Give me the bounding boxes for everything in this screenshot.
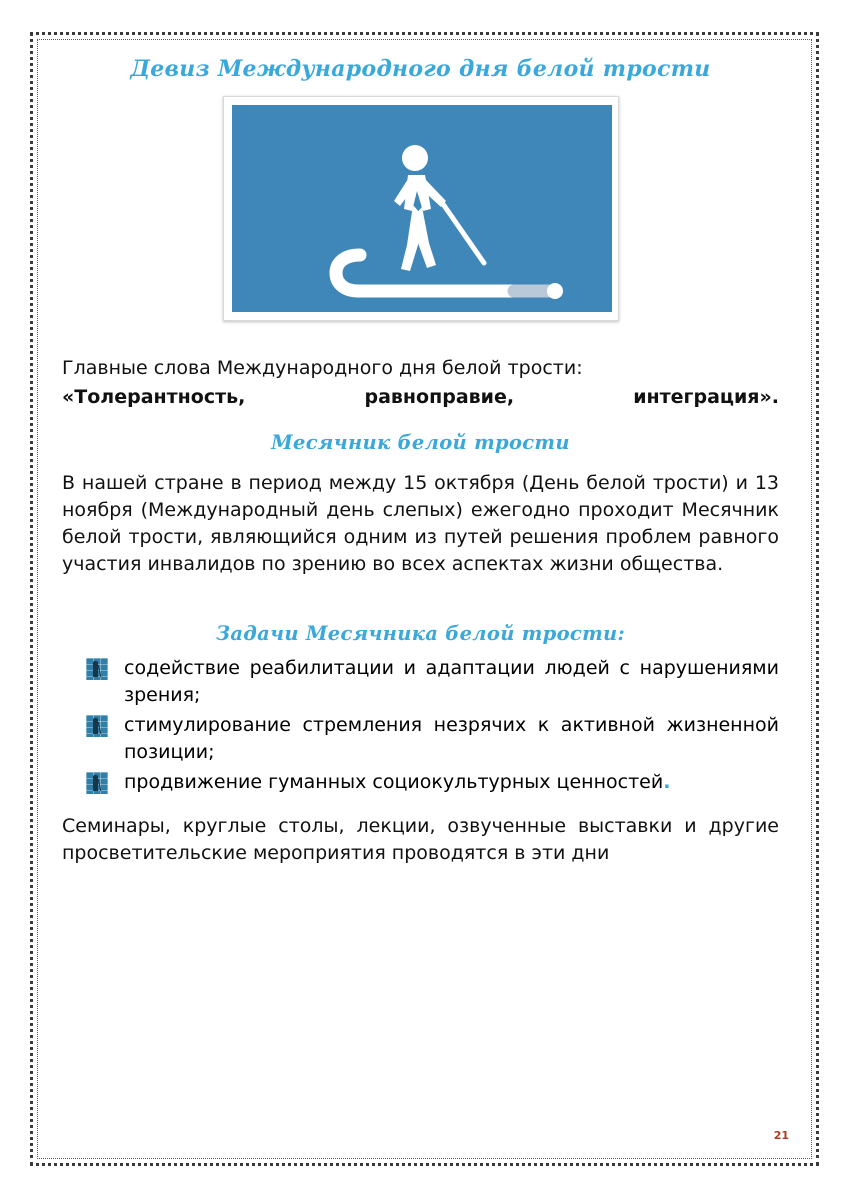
section-heading-month: Месячник белой трости <box>271 430 570 454</box>
list-item-label: стимулирование стремления незрячих к активной жизненной позиции; <box>124 713 779 764</box>
list-item <box>62 712 779 767</box>
list-item-label: продвижение гуманных социокультурных ценностей <box>124 771 664 793</box>
section-heading-tasks: Задачи Месячника белой трости: <box>215 621 626 645</box>
section-paragraph-month: В нашей стране в период между 15 октября (День белой трости) и 13 ноября (Международный день слепых) ежегодно проходит Месячник белой трости, являющийся одним из путей решения проблем равного участия инвалидов по зрению во всех аспектах жизни общества. <box>62 471 779 575</box>
page-number: 21 <box>773 1129 789 1142</box>
figure-blind-pedestrian <box>223 96 619 321</box>
intro-paragraph-text: Главные слова Международного дня белой трости: <box>62 357 583 379</box>
tasks-list <box>62 655 779 797</box>
document-content <box>62 56 779 866</box>
list-item <box>62 769 779 797</box>
list-item <box>62 655 779 710</box>
blind-person-bullet-icon <box>86 658 108 680</box>
blind-person-bullet-icon <box>86 715 108 737</box>
motto-text: «Толерантность, равноправие, интеграция». <box>62 385 779 408</box>
blind-pedestrian-sign-icon <box>232 105 612 312</box>
page-title: Девиз Международного дня белой трости <box>130 56 711 82</box>
blind-person-bullet-icon <box>86 772 108 794</box>
list-item-label: содействие реабилитации и адаптации людей с нарушениями зрения; <box>124 656 779 707</box>
intro-paragraph <box>62 355 779 411</box>
list-item-period: . <box>663 771 671 793</box>
closing-paragraph: Семинары, круглые столы, лекции, озвученные выставки и другие просветительские мероприятия проводятся в эти дни <box>62 814 779 864</box>
